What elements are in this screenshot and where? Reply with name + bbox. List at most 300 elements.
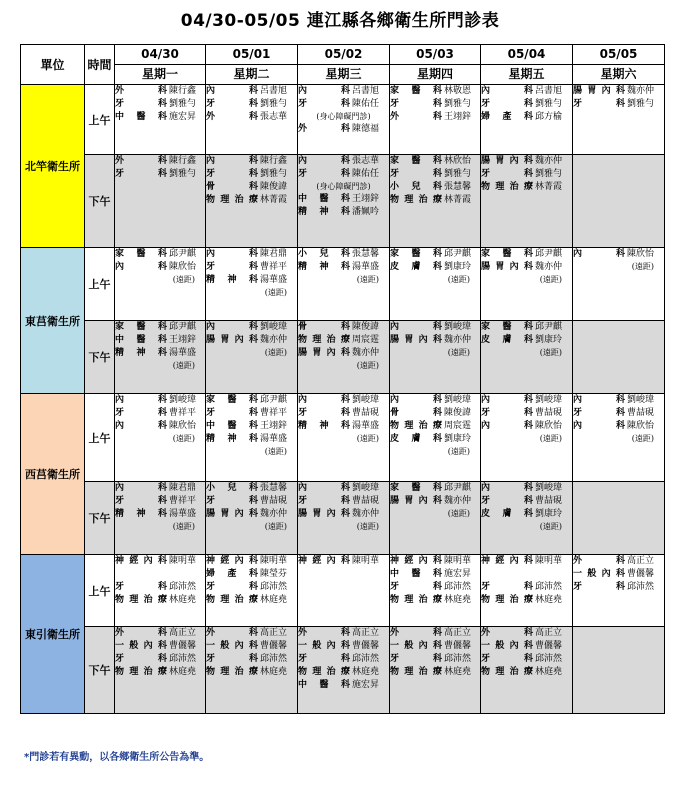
department: 一 般 內 科 — [298, 641, 350, 651]
clinic-entry — [298, 248, 389, 261]
cell-note: (遠距) — [172, 522, 195, 531]
doctor-name: 邱沛然 — [260, 654, 288, 664]
clinic-entry — [481, 321, 572, 334]
doctor-name: 劉雅勻 — [535, 99, 563, 109]
clinic-entry — [298, 407, 389, 420]
doctor-name: 呂書旭 — [352, 86, 380, 96]
clinic-entry — [481, 581, 572, 594]
department: 牙 科 — [115, 654, 167, 664]
schedule-cell — [481, 394, 573, 482]
department: 中 醫 科 — [298, 194, 350, 204]
doctor-name: 曹儷馨 — [535, 641, 563, 651]
clinic-entry — [115, 321, 205, 334]
doctor-name: 陳欣怡 — [627, 421, 655, 431]
doctor-name: 湯華盛 — [260, 434, 288, 444]
doctor-name: 曹儷馨 — [260, 641, 288, 651]
clinic-entry — [481, 640, 572, 653]
department: 物 理 治 療 — [390, 421, 442, 431]
doctor-name: 高正立 — [627, 556, 655, 566]
schedule-cell — [115, 482, 206, 555]
department: 物 理 治 療 — [390, 667, 442, 677]
department: 家 醫 科 — [206, 395, 258, 405]
department: 一 般 內 科 — [390, 641, 442, 651]
doctor-name: 魏亦仲 — [535, 262, 563, 272]
schedule-cell — [298, 248, 390, 321]
department: 牙 科 — [390, 582, 442, 592]
doctor-name: 林庭堯 — [444, 667, 472, 677]
doctor-name: 邱尹麒 — [535, 249, 563, 259]
department: 內 科 — [481, 421, 533, 431]
doctor-name: 邱方榆 — [535, 112, 563, 122]
doctor-name: 陳佑任 — [352, 99, 380, 109]
schedule-row — [21, 394, 665, 482]
schedule-cell — [298, 321, 390, 394]
clinic-entry — [390, 394, 480, 407]
clinic-entry — [115, 495, 205, 508]
department: 牙 科 — [298, 169, 350, 179]
weekday-header: 星期五 — [481, 65, 573, 85]
page-title: 04/30-05/05 連江縣各鄉衛生所門診表 — [180, 11, 500, 31]
clinic-entry — [481, 155, 572, 168]
doctor-name: 劉雅勻 — [169, 169, 197, 179]
department: 腸 胃 內 科 — [390, 496, 442, 506]
cell-note: (遠距) — [264, 288, 287, 297]
clinic-entry — [481, 420, 572, 433]
doctor-name: 陳俊諱 — [260, 182, 288, 192]
department: 精 神 科 — [115, 348, 167, 358]
doctor-name: 陳德福 — [352, 124, 380, 134]
clinic-entry — [390, 334, 480, 347]
doctor-name: 邱沛然 — [535, 582, 563, 592]
clinic-entry — [390, 321, 480, 334]
department: 一 般 內 科 — [206, 641, 258, 651]
clinic-entry — [481, 168, 572, 181]
clinic-entry — [206, 98, 297, 111]
clinic-entry — [206, 248, 297, 261]
clinic-entry — [390, 640, 480, 653]
clinic-entry — [298, 347, 389, 360]
doctor-name: 劉峻瑋 — [352, 395, 380, 405]
clinic-entry — [298, 168, 389, 181]
doctor-name: 湯華盛 — [260, 275, 288, 285]
department: 中 醫 科 — [390, 569, 442, 579]
doctor-name: 林庭堯 — [535, 595, 563, 605]
schedule-row — [21, 482, 665, 555]
department: 物 理 治 療 — [206, 595, 258, 605]
doctor-name: 王翊鋅 — [352, 194, 380, 204]
department: 牙 科 — [390, 99, 442, 109]
doctor-name: 林菁霞 — [444, 195, 472, 205]
department: 牙 科 — [206, 496, 258, 506]
doctor-name: 劉峻瑋 — [627, 395, 655, 405]
clinic-name: 西莒衛生所 — [21, 394, 85, 555]
clinic-entry — [115, 394, 205, 407]
clinic-entry — [298, 495, 389, 508]
schedule-cell — [115, 555, 206, 627]
doctor-name: 高正立 — [260, 628, 288, 638]
clinic-entry — [115, 261, 205, 274]
doctor-name: 施宏昇 — [169, 112, 197, 122]
schedule-cell — [481, 155, 573, 248]
schedule-cell — [390, 555, 481, 627]
doctor-name: 林庭堯 — [535, 667, 563, 677]
clinic-entry — [115, 347, 205, 360]
clinic-entry — [573, 420, 664, 433]
department: 內 科 — [298, 483, 350, 493]
clinic-entry — [115, 666, 205, 679]
clinic-entry — [115, 482, 205, 495]
schedule-row — [21, 321, 665, 394]
doctor-name: 陳明華 — [169, 556, 197, 566]
department: 牙 科 — [573, 99, 625, 109]
department: 牙 科 — [481, 169, 533, 179]
department: 腸 胃 內 科 — [390, 335, 442, 345]
doctor-name: 劉峻瑋 — [169, 395, 197, 405]
schedule-cell — [115, 321, 206, 394]
doctor-name: 劉峻瑋 — [535, 395, 563, 405]
clinic-entry — [298, 98, 389, 111]
department: 內 科 — [573, 421, 625, 431]
department: 腸 胃 內 科 — [206, 335, 258, 345]
department: 物 理 治 療 — [481, 182, 533, 192]
doctor-name: 劉康玲 — [444, 434, 472, 444]
department: 牙 科 — [115, 99, 167, 109]
department: 內 科 — [481, 86, 533, 96]
doctor-name: 陳君鼎 — [260, 249, 288, 259]
clinic-entry — [206, 407, 297, 420]
cell-note: (遠距) — [264, 447, 287, 456]
department: 外 科 — [115, 86, 167, 96]
doctor-name: 陳行鑫 — [169, 156, 197, 166]
department: 腸 胃 內 科 — [206, 509, 258, 519]
clinic-entry — [481, 334, 572, 347]
clinic-name: 北竿衛生所 — [21, 85, 85, 248]
doctor-name: 陳俊諱 — [352, 322, 380, 332]
department: 物 理 治 療 — [481, 667, 533, 677]
department: 精 神 科 — [298, 421, 350, 431]
department: 牙 科 — [298, 654, 350, 664]
department: 皮 膚 科 — [390, 434, 442, 444]
department: 物 理 治 療 — [206, 195, 258, 205]
department: 精 神 科 — [298, 262, 350, 272]
department: 家 醫 科 — [115, 322, 167, 332]
department: 精 神 科 — [206, 434, 258, 444]
doctor-name: 陳佑任 — [352, 169, 380, 179]
doctor-name: 劉雅勻 — [444, 99, 472, 109]
cell-note: (遠距) — [356, 275, 379, 284]
cell-note: (遠距) — [172, 434, 195, 443]
clinic-entry — [206, 555, 297, 568]
schedule-cell — [481, 85, 573, 155]
department: 牙 科 — [573, 408, 625, 418]
schedule-cell — [206, 85, 298, 155]
department: 內 科 — [390, 395, 442, 405]
session-label: 上午 — [85, 555, 115, 627]
clinic-entry — [115, 594, 205, 607]
department: 牙 科 — [115, 582, 167, 592]
doctor-name: 潘姵吟 — [352, 207, 380, 217]
doctor-name: 劉康玲 — [535, 335, 563, 345]
department: 內 科 — [390, 322, 442, 332]
clinic-entry — [390, 482, 480, 495]
doctor-name: 林庭堯 — [169, 595, 197, 605]
schedule-cell — [390, 394, 481, 482]
department: 外 科 — [206, 112, 258, 122]
department: 內 科 — [481, 483, 533, 493]
clinic-entry — [298, 321, 389, 334]
clinic-entry — [298, 155, 389, 168]
schedule-cell — [115, 627, 206, 714]
schedule-cell — [573, 85, 665, 155]
department: 外 科 — [298, 124, 350, 134]
clinic-entry — [115, 640, 205, 653]
clinic-entry — [573, 85, 664, 98]
cell-note: (遠距) — [539, 522, 562, 531]
doctor-name: 高正立 — [444, 628, 472, 638]
clinic-entry — [481, 495, 572, 508]
doctor-name: 曹儷馨 — [169, 641, 197, 651]
doctor-name: 陳瑩芬 — [260, 569, 288, 579]
doctor-name: 劉雅勻 — [260, 169, 288, 179]
department: 牙 科 — [481, 582, 533, 592]
clinic-entry — [206, 653, 297, 666]
doctor-name: 陳行鑫 — [260, 156, 288, 166]
clinic-entry — [390, 111, 480, 124]
schedule-cell — [390, 155, 481, 248]
clinic-entry — [115, 581, 205, 594]
clinic-entry — [115, 407, 205, 420]
department: 一 般 內 科 — [115, 641, 167, 651]
blank-line — [115, 568, 205, 581]
department: 牙 科 — [573, 582, 625, 592]
department: 物 理 治 療 — [115, 667, 167, 677]
doctor-name: 邱沛然 — [169, 582, 197, 592]
clinic-entry — [206, 111, 297, 124]
schedule-cell — [573, 321, 665, 394]
schedule-table — [20, 44, 665, 714]
department: 內 科 — [206, 86, 258, 96]
doctor-name: 陳明華 — [352, 556, 380, 566]
doctor-name: 劉峻瑋 — [260, 322, 288, 332]
doctor-name: 周宸霆 — [444, 421, 472, 431]
clinic-entry — [298, 679, 389, 692]
clinic-entry — [115, 555, 205, 568]
schedule-cell — [573, 155, 665, 248]
clinic-entry — [115, 155, 205, 168]
department: 內 科 — [481, 395, 533, 405]
doctor-name: 陳明華 — [444, 556, 472, 566]
clinic-entry — [298, 206, 389, 219]
clinic-entry — [206, 627, 297, 640]
doctor-name: 曹喆硯 — [627, 408, 655, 418]
clinic-entry — [115, 420, 205, 433]
department: 腸 胃 內 科 — [573, 86, 625, 96]
doctor-name: 曹喆硯 — [535, 496, 563, 506]
doctor-name: 邱沛然 — [535, 654, 563, 664]
clinic-entry — [481, 98, 572, 111]
clinic-entry — [206, 495, 297, 508]
clinic-entry — [390, 248, 480, 261]
clinic-entry — [573, 98, 664, 111]
doctor-name: 曹祥平 — [169, 496, 197, 506]
cell-note: (遠距) — [447, 509, 470, 518]
schedule-cell — [390, 85, 481, 155]
doctor-name: 張志華 — [352, 156, 380, 166]
clinic-entry — [573, 555, 664, 568]
cell-note: (遠距) — [356, 361, 379, 370]
cell-note: (遠距) — [356, 522, 379, 531]
time-header: 時間 — [85, 45, 115, 85]
clinic-entry — [390, 594, 480, 607]
department: 牙 科 — [206, 99, 258, 109]
doctor-name: 魏亦仲 — [260, 509, 288, 519]
schedule-cell — [573, 394, 665, 482]
doctor-name: 曹祥平 — [260, 408, 288, 418]
clinic-entry — [390, 653, 480, 666]
doctor-name: 曹祥平 — [260, 262, 288, 272]
department: 中 醫 科 — [115, 112, 167, 122]
doctor-name: 林菁霞 — [260, 195, 288, 205]
department: 牙 科 — [481, 496, 533, 506]
clinic-entry — [298, 640, 389, 653]
doctor-name: 邱沛然 — [444, 582, 472, 592]
clinic-entry — [481, 181, 572, 194]
clinic-entry — [573, 394, 664, 407]
clinic-entry — [115, 653, 205, 666]
date-header: 05/04 — [481, 45, 573, 65]
doctor-name: 劉雅勻 — [627, 99, 655, 109]
department: 神 經 內 科 — [390, 556, 442, 566]
clinic-entry — [298, 420, 389, 433]
clinic-entry — [390, 98, 480, 111]
doctor-name: 魏亦仲 — [627, 86, 655, 96]
doctor-name: 陳欣怡 — [169, 421, 197, 431]
doctor-name: 林菁霞 — [535, 182, 563, 192]
doctor-name: 劉峻瑋 — [352, 483, 380, 493]
department: 牙 科 — [390, 169, 442, 179]
department: 牙 科 — [206, 582, 258, 592]
cell-note: (身心障礙門診) — [316, 112, 371, 121]
doctor-name: 劉雅勻 — [444, 169, 472, 179]
clinic-entry — [115, 168, 205, 181]
schedule-cell — [390, 321, 481, 394]
doctor-name: 魏亦仲 — [260, 335, 288, 345]
clinic-entry — [206, 194, 297, 207]
schedule-cell — [573, 248, 665, 321]
cell-note: (遠距) — [447, 447, 470, 456]
department: 神 經 內 科 — [481, 556, 533, 566]
cell-note: (遠距) — [447, 348, 470, 357]
department: 家 醫 科 — [481, 249, 533, 259]
schedule-cell — [206, 482, 298, 555]
doctor-name: 邱沛然 — [352, 654, 380, 664]
cell-note: (遠距) — [539, 434, 562, 443]
clinic-entry — [481, 394, 572, 407]
schedule-cell — [481, 321, 573, 394]
session-label: 上午 — [85, 248, 115, 321]
department: 家 醫 科 — [390, 249, 442, 259]
clinic-entry — [390, 155, 480, 168]
clinic-entry — [481, 407, 572, 420]
department: 牙 科 — [390, 654, 442, 664]
clinic-entry — [481, 85, 572, 98]
department: 精 神 科 — [298, 207, 350, 217]
department: 外 科 — [573, 556, 625, 566]
department: 牙 科 — [298, 408, 350, 418]
department: 神 經 內 科 — [206, 556, 258, 566]
cell-note: (遠距) — [631, 262, 654, 271]
clinic-entry — [206, 640, 297, 653]
doctor-name: 林庭堯 — [169, 667, 197, 677]
doctor-name: 曹喆硯 — [535, 408, 563, 418]
clinic-entry — [206, 394, 297, 407]
clinic-entry — [206, 181, 297, 194]
doctor-name: 劉峻瑋 — [535, 483, 563, 493]
schedule-cell — [206, 627, 298, 714]
schedule-cell — [481, 555, 573, 627]
clinic-entry — [206, 581, 297, 594]
doctor-name: 陳行鑫 — [169, 86, 197, 96]
clinic-entry — [206, 85, 297, 98]
department: 物 理 治 療 — [298, 667, 350, 677]
clinic-entry — [390, 555, 480, 568]
schedule-cell — [573, 482, 665, 555]
doctor-name: 林欣怡 — [444, 156, 472, 166]
cell-note: (遠距) — [631, 434, 654, 443]
department: 牙 科 — [481, 99, 533, 109]
doctor-name: 曹儷馨 — [352, 641, 380, 651]
doctor-name: 曹喆硯 — [260, 496, 288, 506]
department: 內 科 — [298, 156, 350, 166]
doctor-name: 林庭堯 — [260, 595, 288, 605]
clinic-name: 東莒衛生所 — [21, 248, 85, 394]
clinic-entry — [481, 248, 572, 261]
department: 牙 科 — [206, 654, 258, 664]
department: 家 醫 科 — [115, 249, 167, 259]
clinic-entry — [390, 420, 480, 433]
clinic-entry — [390, 261, 480, 274]
date-header: 05/03 — [390, 45, 481, 65]
clinic-entry — [481, 627, 572, 640]
doctor-name: 周宸霆 — [352, 335, 380, 345]
doctor-name: 王翊鋅 — [260, 421, 288, 431]
doctor-name: 曹儷馨 — [627, 569, 655, 579]
department: 骨 科 — [298, 322, 350, 332]
department: 物 理 治 療 — [390, 195, 442, 205]
department: 外 科 — [206, 628, 258, 638]
doctor-name: 張慧馨 — [352, 249, 380, 259]
cell-note: (遠距) — [264, 348, 287, 357]
clinic-entry — [390, 85, 480, 98]
department: 小 兒 科 — [390, 182, 442, 192]
department: 物 理 治 療 — [115, 595, 167, 605]
clinic-entry — [206, 155, 297, 168]
session-label: 上午 — [85, 85, 115, 155]
department: 牙 科 — [115, 408, 167, 418]
department: 外 科 — [390, 112, 442, 122]
doctor-name: 林敬恩 — [444, 86, 472, 96]
department: 婦 產 科 — [206, 569, 258, 579]
doctor-name: 林庭堯 — [352, 667, 380, 677]
schedule-body — [21, 85, 665, 714]
department: 神 經 內 科 — [115, 556, 167, 566]
clinic-entry — [298, 653, 389, 666]
clinic-entry — [481, 482, 572, 495]
session-label: 下午 — [85, 321, 115, 394]
doctor-name: 張慧馨 — [260, 483, 288, 493]
doctor-name: 邱尹麒 — [444, 483, 472, 493]
clinic-entry — [298, 666, 389, 679]
